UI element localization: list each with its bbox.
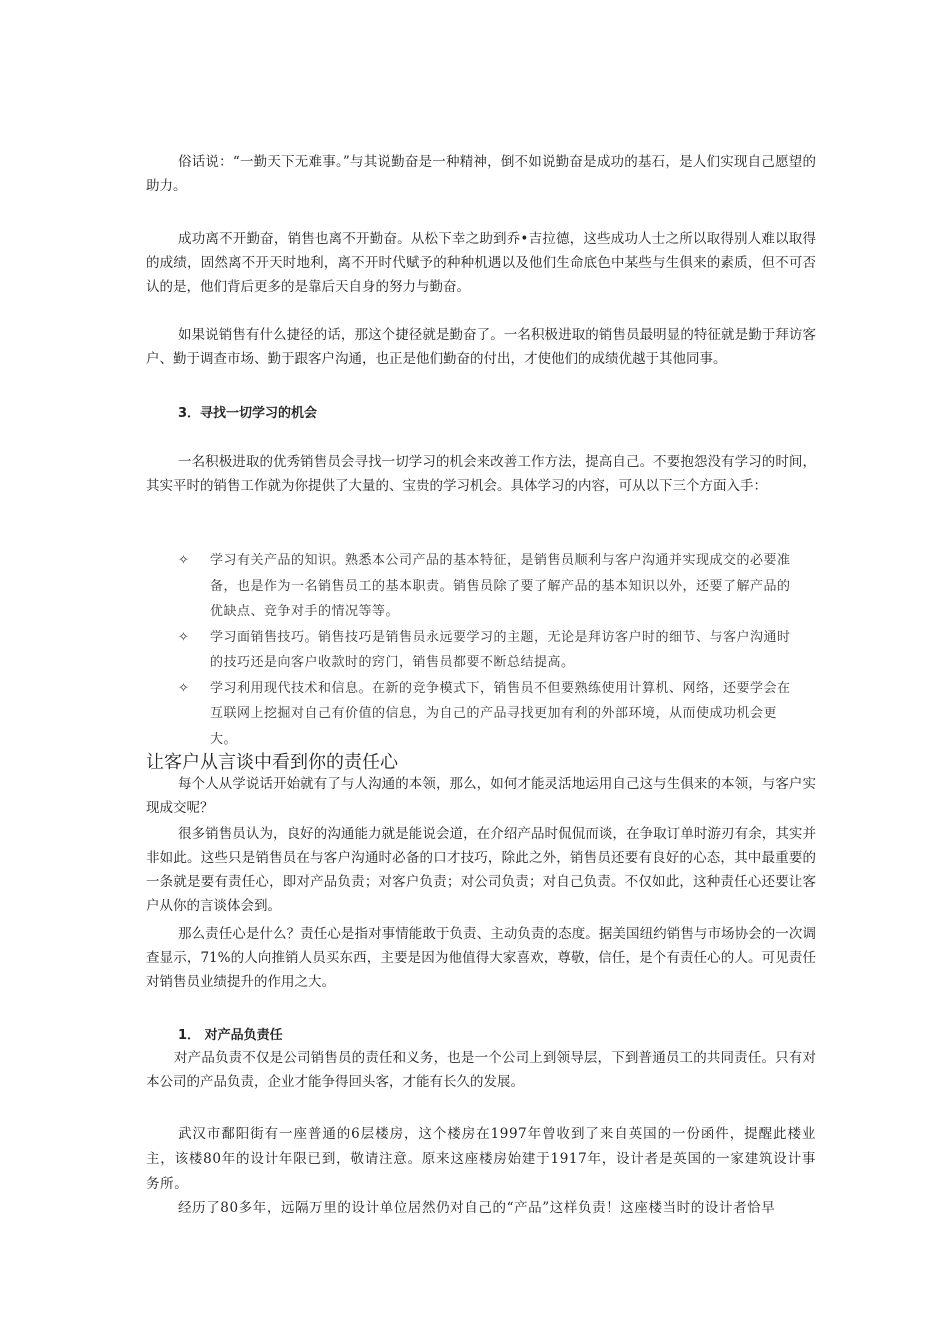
diamond-bullet-icon: ✧ [178,680,190,696]
list-item-text: 学习利用现代技术和信息。在新的竞争模式下，销售员不但要熟练使用计算机、网络，还要学会在互联网上挖掘对自己有价值的信息，为自己的产品寻找更加有利的外部环境，从而使成功机会更大。 [210,680,791,747]
diamond-bullet-icon: ✧ [178,553,190,568]
paragraph-diligence-1: 俗话说：“一勤天下无难事。”与其说勤奋是一种精神，倒不如说勤奋是成功的基石，是人们实现自己愿望的助力。 [146,154,816,194]
paragraph-diligence-2: 成功离不开勤奋，销售也离不开勤奋。从松下幸之助到乔•吉拉德，这些成功人士之所以取得别人难以取得的成绩，固然离不开天时地利，离不开时代赋予的种种机遇以及他们生命底色中某些与生俱来的素质，但不可否认的是，他们背后更多的是靠后天自身的努力与勤奋。 [146,231,816,295]
list-item-text: 学习有关产品的知识。熟悉本公司产品的基本特征，是销售员顺利与客户沟通并实现成交的必要准备，也是作为一名销售员工的基本职责。销售员除了要了解产品的基本知识以外，还要了解产品的优缺点、竞争对手的情况等等。 [210,553,791,619]
heading-learning-opportunities: 3．寻找一切学习的机会 [178,406,318,421]
diamond-bullet-icon: ✧ [178,629,190,645]
list-item [178,625,798,676]
section-title: 让客户从言谈中看到你的责任心 [146,752,398,773]
paragraph-communication-2: 很多销售员认为，良好的沟通能力就是能说会道，在介绍产品时侃侃而谈，在争取订单时游刃有余，其实并非如此。这些只是销售员在与客户沟通时必备的口才技巧，除此之外，销售员还要有良好的心态，其中最重要的一条就是要有责任心，即对产品负责；对客户负责；对公司负责；对自己负责。不仅如此，这种责任心还要让客户从你的言谈体会到。 [146,826,816,914]
list-item-text: 学习面销售技巧。销售技巧是销售员永远要学习的主题，无论是拜访客户时的细节、与客户沟通时的技巧还是向客户收款时的窍门，销售员都要不断总结提高。 [210,629,791,670]
paragraph-learning-intro: 一名积极进取的优秀销售员会寻找一切学习的机会来改善工作方法，提高自己。不要抱怨没有学习的时间，其实平时的销售工作就为你提供了大量的、宝贵的学习机会。具体学习的内容，可从以下三个方面入手： [146,454,816,494]
paragraph-story-2: 经历了80多年，远隔万里的设计单位居然仍对自己的“产品”这样负责！这座楼当时的设计者恰早 [178,1200,776,1216]
paragraph-product-responsibility: 对产品负责不仅是公司销售员的责任和义务，也是一个公司上到领导层，下到普通员工的共同责任。只有对本公司的产品负责，企业才能争得回头客，才能有长久的发展。 [146,1050,816,1090]
paragraph-diligence-3: 如果说销售有什么捷径的话，那这个捷径就是勤奋了。一名积极进取的销售员最明显的特征就是勤于拜访客户、勤于调查市场、勤于跟客户沟通，也正是他们勤奋的付出，才使他们的成绩优越于其他同事。 [146,327,816,367]
learning-bullet-list [178,548,798,752]
list-item [178,548,798,625]
paragraph-communication-3: 那么责任心是什么？责任心是指对事情能敢于负责、主动负责的态度。据美国纽约销售与市场协会的一次调查显示，71%的人向推销人员买东西，主要是因为他值得大家喜欢，尊敬，信任，是个有责任心的人。可见责任对销售员业绩提升的作用之大。 [146,926,816,990]
paragraph-communication-1: 每个人从学说话开始就有了与人沟通的本领，那么，如何才能灵活地运用自己这与生俱来的本领，与客户实现成交呢？ [146,776,816,816]
heading-product-responsibility: 1． 对产品负责任 [178,1028,283,1043]
list-item [178,676,798,753]
paragraph-story-1: 武汉市鄱阳街有一座普通的6层楼房，这个楼房在1997年曾收到了来自英国的一份函件，提醒此楼业主，该楼80年的设计年限已到，敬请注意。原来这座楼房始建于1917年，设计者是英国的一家建筑设计事务所。 [146,1126,816,1192]
